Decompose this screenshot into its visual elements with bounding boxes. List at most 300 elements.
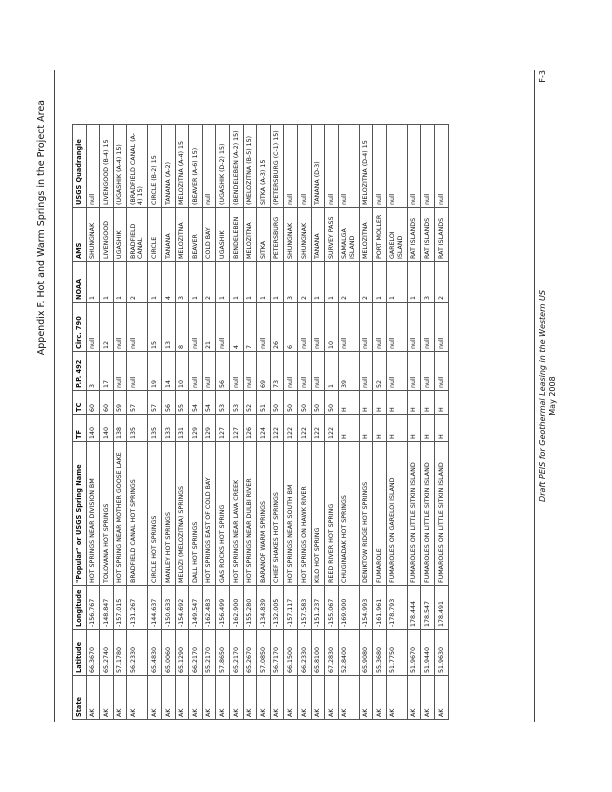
table-cell: AK	[421, 676, 435, 720]
column-header: "Popular" or USGS Spring Name	[73, 442, 87, 586]
table-cell: 51.9630	[435, 630, 449, 676]
table-cell: H	[407, 391, 421, 415]
table-cell: H	[338, 415, 359, 442]
table-cell: null	[407, 125, 421, 208]
table-cell: AK	[435, 676, 449, 720]
table-cell: null	[359, 352, 373, 391]
table-cell: -162.900	[229, 586, 243, 630]
table-row	[86, 125, 100, 720]
table-cell: null	[373, 125, 387, 208]
table-cell: LIVENGOOD	[100, 208, 114, 262]
table-cell: null	[86, 303, 100, 352]
table-cell: CIRCLE	[148, 208, 162, 262]
table-cell: (UGASHIK (D-2) 15)	[216, 125, 230, 208]
table-cell: null	[435, 303, 449, 352]
table-cell: FUMAROLES ON LITTLE SITKIN ISLAND	[407, 442, 421, 586]
page-number: F-3	[538, 70, 547, 83]
table-cell: UGASHIK	[113, 208, 127, 262]
table-cell: 138	[113, 415, 127, 442]
table-cell: MELOZITNA	[175, 208, 189, 262]
table-cell: -161.961	[373, 586, 387, 630]
table-cell: RAT ISLANDS	[421, 208, 435, 262]
table-cell: (BEAVER (A-6) 15)	[189, 125, 203, 208]
table-cell: 50	[311, 391, 325, 415]
table-cell: null	[311, 303, 325, 352]
table-row	[175, 125, 189, 720]
table-cell: (BENDELEBEN (A-2) 15)	[229, 125, 243, 208]
table-cell: -156.767	[86, 586, 100, 630]
table-cell: null	[243, 352, 257, 391]
table-cell: 52	[373, 352, 387, 391]
table-cell: FUMAROLES ON LITTLE SITKIN ISLAND	[421, 442, 435, 586]
table-cell: 133	[161, 415, 175, 442]
table-cell: 122	[270, 415, 284, 442]
table-cell: 122	[284, 415, 298, 442]
table-cell: 15	[148, 303, 162, 352]
table-cell: 140	[100, 415, 114, 442]
table-cell: -155.280	[243, 586, 257, 630]
table-cell: 65.1290	[175, 630, 189, 676]
table-cell: 54	[189, 391, 203, 415]
table-row	[338, 125, 359, 720]
table-row	[257, 125, 271, 720]
table-cell: null	[216, 303, 230, 352]
table-row	[407, 125, 421, 720]
column-header: Circ. 790	[73, 303, 87, 352]
table-cell: null	[257, 303, 271, 352]
table-cell: 3	[86, 352, 100, 391]
table-cell: PETERSBURG	[270, 208, 284, 262]
table-cell: AK	[175, 676, 189, 720]
table-cell: -132.005	[270, 586, 284, 630]
table-cell: null	[373, 303, 387, 352]
hot-springs-table	[72, 124, 449, 720]
table-cell: AK	[270, 676, 284, 720]
table-cell: null	[189, 303, 203, 352]
table-cell: REED RIVER HOT SPRING	[325, 442, 339, 586]
table-row	[100, 125, 114, 720]
table-cell: FUMAROLE	[373, 442, 387, 586]
table-cell: -148.847	[100, 586, 114, 630]
table-cell: H	[386, 391, 407, 415]
table-row	[127, 125, 148, 720]
table-cell: 12	[100, 303, 114, 352]
table-cell: 55.3680	[373, 630, 387, 676]
table-cell: 57	[148, 391, 162, 415]
table-cell: AK	[229, 676, 243, 720]
table-row	[229, 125, 243, 720]
table-cell: 39	[338, 352, 359, 391]
table-cell: -154.692	[175, 586, 189, 630]
table-cell: COLD BAY	[202, 208, 216, 262]
table-cell: null	[407, 303, 421, 352]
table-cell: 56	[216, 352, 230, 391]
table-cell: 2	[127, 262, 148, 303]
table-cell: SHUNGNAK	[297, 208, 311, 262]
table-cell: BARANOF WARM SPRINGS	[257, 442, 271, 586]
table-cell: H	[421, 415, 435, 442]
table-cell: 122	[297, 415, 311, 442]
table-cell: TANANA (D-3)	[311, 125, 325, 208]
table-cell: 1	[325, 262, 339, 303]
table-cell: null	[421, 125, 435, 208]
table-cell: 69	[257, 352, 271, 391]
table-cell: 57.8650	[216, 630, 230, 676]
table-cell: 65.2670	[243, 630, 257, 676]
table-cell: SAMALGA ISLAND	[338, 208, 359, 262]
table-cell: SURVEY PASS	[325, 208, 339, 262]
table-cell: GAS ROCKS HOT SPRING	[216, 442, 230, 586]
table-cell: 1	[113, 262, 127, 303]
table-cell: SHUNGNAK	[284, 208, 298, 262]
table-cell: -131.267	[127, 586, 148, 630]
table-cell: null	[127, 303, 148, 352]
table-cell: (MELOZITNA (B-5) 15)	[243, 125, 257, 208]
table-cell: 2	[435, 262, 449, 303]
table-cell: 1	[189, 262, 203, 303]
table-cell: AK	[100, 676, 114, 720]
table-cell: H	[373, 415, 387, 442]
table-cell: -154.993	[359, 586, 373, 630]
table-row	[421, 125, 435, 720]
table-cell: PORT MOLLER	[373, 208, 387, 262]
table-cell: KILO HOT SPRING	[311, 442, 325, 586]
table-cell: null	[86, 125, 100, 208]
table-cell: AK	[359, 676, 373, 720]
table-cell: 65.0060	[161, 630, 175, 676]
table-cell: 1	[373, 262, 387, 303]
table-row	[189, 125, 203, 720]
header-rule	[54, 70, 55, 722]
table-cell: 66.2170	[189, 630, 203, 676]
table-cell: AK	[297, 676, 311, 720]
table-cell: 1	[386, 262, 407, 303]
table-cell: MELOZITNA (D-4) 15	[359, 125, 373, 208]
table-cell: 1	[407, 262, 421, 303]
footer-rule	[534, 70, 535, 722]
table-cell: 66.3670	[86, 630, 100, 676]
table-cell: 56.7170	[270, 630, 284, 676]
table-cell: -149.547	[189, 586, 203, 630]
table-cell: 51.9440	[421, 630, 435, 676]
table-cell: FUMAROLES ON GARELOI ISLAND	[386, 442, 407, 586]
table-cell: UGASHIK	[216, 208, 230, 262]
table-cell: SITKA	[257, 208, 271, 262]
table-cell: HOT SPRINGS ON HAWK RIVER	[297, 442, 311, 586]
table-cell: 8	[175, 303, 189, 352]
table-cell: 50	[284, 391, 298, 415]
table-cell: RAT ISLANDS	[407, 208, 421, 262]
table-row	[311, 125, 325, 720]
table-cell: HOT SPRINGS NEAR DULBI RIVER	[243, 442, 257, 586]
table-cell: TANANA	[161, 208, 175, 262]
table-cell: 73	[270, 352, 284, 391]
table-cell: 26	[270, 303, 284, 352]
column-header: State	[73, 676, 87, 720]
table-cell: 124	[257, 415, 271, 442]
table-cell: AK	[257, 676, 271, 720]
table-cell: (UGASHIK (A-4) 15)	[113, 125, 127, 208]
table-cell: -156.499	[216, 586, 230, 630]
table-cell: 56.2330	[127, 630, 148, 676]
table-cell: 57	[127, 391, 148, 415]
table-cell: H	[359, 391, 373, 415]
table-cell: 55	[175, 391, 189, 415]
table-cell: null	[435, 352, 449, 391]
table-row	[373, 125, 387, 720]
table-row	[435, 125, 449, 720]
table-cell: null	[386, 352, 407, 391]
table-cell: MELOZI (MELOZITNA) SPRINGS	[175, 442, 189, 586]
column-header: Latitude	[73, 630, 87, 676]
column-header: Longitude	[73, 586, 87, 630]
table-cell: -144.637	[148, 586, 162, 630]
table-cell: 52.8400	[338, 630, 359, 676]
table-cell: MELOZITNA	[359, 208, 373, 262]
table-cell: SHUNGNAK	[86, 208, 100, 262]
table-cell: LIVENGOOD (B-4) 15	[100, 125, 114, 208]
table-cell: 66.1500	[284, 630, 298, 676]
table-cell: 57.1780	[113, 630, 127, 676]
table-cell: TOLOVANA HOT SPRINGS	[100, 442, 114, 586]
table-cell: 122	[311, 415, 325, 442]
table-cell: -155.067	[325, 586, 339, 630]
table-cell: 10	[175, 352, 189, 391]
table-cell: -151.237	[311, 586, 325, 630]
table-cell: 135	[148, 415, 162, 442]
table-cell: MANLEY HOT SPRINGS	[161, 442, 175, 586]
table-cell: AK	[284, 676, 298, 720]
footer-date: May 2008	[548, 376, 557, 416]
table-cell: 6	[284, 303, 298, 352]
table-cell: null	[386, 303, 407, 352]
table-cell: 50	[297, 391, 311, 415]
table-cell: HOT SPRINGS NEAR DIVISION BM	[86, 442, 100, 586]
table-cell: 127	[216, 415, 230, 442]
table-cell: CIRCLE HOT SPRINGS	[148, 442, 162, 586]
table-cell: 13	[161, 303, 175, 352]
table-cell: 1	[86, 262, 100, 303]
table-cell: 4	[229, 303, 243, 352]
table-cell: -178.793	[386, 586, 407, 630]
column-header: P.P. 492	[73, 352, 87, 391]
page-footer	[538, 0, 558, 792]
table-cell: null	[407, 352, 421, 391]
table-cell: 126	[243, 415, 257, 442]
table-cell: H	[359, 415, 373, 442]
table-cell: null	[229, 352, 243, 391]
table-cell: 178.444	[407, 586, 421, 630]
table-cell: HOT SPRINGS EAST OF COLD BAY	[202, 442, 216, 586]
table-cell: null	[113, 352, 127, 391]
table-cell: AK	[243, 676, 257, 720]
table-cell: BEAVER	[189, 208, 203, 262]
table-cell: -157.117	[284, 586, 298, 630]
table-cell: null	[386, 125, 407, 208]
table-cell: 65.2170	[229, 630, 243, 676]
table-cell: null	[359, 303, 373, 352]
table-cell: CIRCLE (B-2) 15	[148, 125, 162, 208]
footer-document-title: Draft PEIS for Geothermal Leasing in the Western US	[538, 290, 547, 502]
table-cell: 2	[359, 262, 373, 303]
table-cell: H	[407, 415, 421, 442]
table-cell: 65.4830	[148, 630, 162, 676]
table-cell: 53	[216, 391, 230, 415]
table-cell: -150.633	[161, 586, 175, 630]
table-cell: 3	[284, 262, 298, 303]
table-cell: TANANA (A-2)	[161, 125, 175, 208]
table-cell: 65.8100	[311, 630, 325, 676]
table-row	[359, 125, 373, 720]
table-cell: 65.2740	[100, 630, 114, 676]
table-cell: HOT SPRINGS NEAR LAVA CREEK	[229, 442, 243, 586]
table-row	[386, 125, 407, 720]
column-header: NOAA	[73, 262, 87, 303]
table-cell: MELOZITNA (A-4) 15	[175, 125, 189, 208]
table-cell: MELOZITNA	[243, 208, 257, 262]
table-cell: HOT SPRINGS NEAR SOUTH BM	[284, 442, 298, 586]
table-cell: (PETERSBURG (C-1) 15)	[270, 125, 284, 208]
table-cell: H	[435, 415, 449, 442]
table-cell: 2	[202, 262, 216, 303]
table-cell: -157.583	[297, 586, 311, 630]
table-cell: 127	[229, 415, 243, 442]
table-cell: 1	[100, 262, 114, 303]
table-cell: DALL HOT SPRINGS	[189, 442, 203, 586]
table-cell: 140	[86, 415, 100, 442]
table-cell: CHUGINADAK HOT SPRINGS	[338, 442, 359, 586]
table-cell: AK	[311, 676, 325, 720]
table-cell: 10	[325, 303, 339, 352]
table-cell: 17	[100, 352, 114, 391]
table-cell: 131	[175, 415, 189, 442]
table-cell: null	[284, 125, 298, 208]
table-cell: 60	[86, 391, 100, 415]
table-row	[243, 125, 257, 720]
table-cell: AK	[325, 676, 339, 720]
table-cell: null	[421, 303, 435, 352]
column-header: TC	[73, 391, 87, 415]
table-cell: AK	[338, 676, 359, 720]
table-cell: 129	[189, 415, 203, 442]
table-cell: 21	[202, 303, 216, 352]
table-cell: null	[421, 352, 435, 391]
table-cell: 1	[325, 352, 339, 391]
table-cell: 65.9080	[359, 630, 373, 676]
table-cell: null	[311, 352, 325, 391]
table-cell: null	[297, 352, 311, 391]
table-cell: 1	[148, 262, 162, 303]
table-cell: 3	[421, 262, 435, 303]
table-cell: AK	[407, 676, 421, 720]
table-header-row	[73, 125, 87, 720]
table-row	[202, 125, 216, 720]
table-cell: AK	[161, 676, 175, 720]
table-cell: null	[297, 125, 311, 208]
table-cell: BRADFIELD CANAL	[127, 208, 148, 262]
table-cell: 2	[338, 262, 359, 303]
table-cell: 1	[270, 262, 284, 303]
table-cell: null	[202, 125, 216, 208]
table-row	[297, 125, 311, 720]
table-cell: 3	[175, 262, 189, 303]
table-cell: 1	[216, 262, 230, 303]
table-cell: 60	[100, 391, 114, 415]
table-cell: 51.7750	[386, 630, 407, 676]
table-cell: 1	[229, 262, 243, 303]
table-cell: 178.491	[435, 586, 449, 630]
table-cell: null	[338, 303, 359, 352]
table-cell: AK	[127, 676, 148, 720]
table-row	[148, 125, 162, 720]
table-cell: AK	[202, 676, 216, 720]
table-cell: DENIKTOW RIDGE HOT SPRINGS	[359, 442, 373, 586]
table-row	[216, 125, 230, 720]
table-cell: TANANA	[311, 208, 325, 262]
table-cell: 135	[127, 415, 148, 442]
table-row	[270, 125, 284, 720]
table-cell: 19	[148, 352, 162, 391]
column-header: TF	[73, 415, 87, 442]
table-cell: AK	[189, 676, 203, 720]
table-cell: null	[189, 352, 203, 391]
table-row	[325, 125, 339, 720]
table-cell: 56	[161, 391, 175, 415]
table-cell: H	[421, 391, 435, 415]
page-header-title: Appendix F. Hot and Warm Springs in the Project Area	[36, 100, 47, 356]
table-cell: BENDELEBEN	[229, 208, 243, 262]
table-cell: 14	[161, 352, 175, 391]
column-header: AMS	[73, 208, 87, 262]
table-cell: 50	[325, 391, 339, 415]
table-cell: -157.015	[113, 586, 127, 630]
table-cell: 55.2170	[202, 630, 216, 676]
table-cell: 51.9670	[407, 630, 421, 676]
table-cell: AK	[86, 676, 100, 720]
table-cell: AK	[216, 676, 230, 720]
table-cell: null	[297, 303, 311, 352]
table-cell: 54	[202, 391, 216, 415]
table-cell: 51	[257, 391, 271, 415]
table-cell: null	[338, 125, 359, 208]
table-row	[113, 125, 127, 720]
table-cell: null	[202, 352, 216, 391]
table-cell: H	[386, 415, 407, 442]
table-cell: 53	[229, 391, 243, 415]
table-cell: null	[325, 125, 339, 208]
table-cell: 1	[243, 262, 257, 303]
table-cell: null	[284, 352, 298, 391]
table-cell: 129	[202, 415, 216, 442]
table-cell: 7	[243, 303, 257, 352]
table-cell: RAT ISLANDS	[435, 208, 449, 262]
table-cell: H	[435, 391, 449, 415]
table-cell: 1	[257, 262, 271, 303]
column-header: USGS Quadrangle	[73, 125, 87, 208]
table-cell: BRADFIELD CANAL HOT SPRINGS	[127, 442, 148, 586]
table-cell: 52	[243, 391, 257, 415]
table-cell: (BRADFIELD CANAL (A-4) 15)	[127, 125, 148, 208]
table-cell: 57.0850	[257, 630, 271, 676]
table-cell: AK	[148, 676, 162, 720]
table-cell: 122	[325, 415, 339, 442]
table-cell: AK	[373, 676, 387, 720]
table-cell: H	[373, 391, 387, 415]
table-cell: 66.2330	[297, 630, 311, 676]
table-cell: 59	[113, 391, 127, 415]
table-cell: 2	[297, 262, 311, 303]
table-cell: GARELOI ISLAND	[386, 208, 407, 262]
